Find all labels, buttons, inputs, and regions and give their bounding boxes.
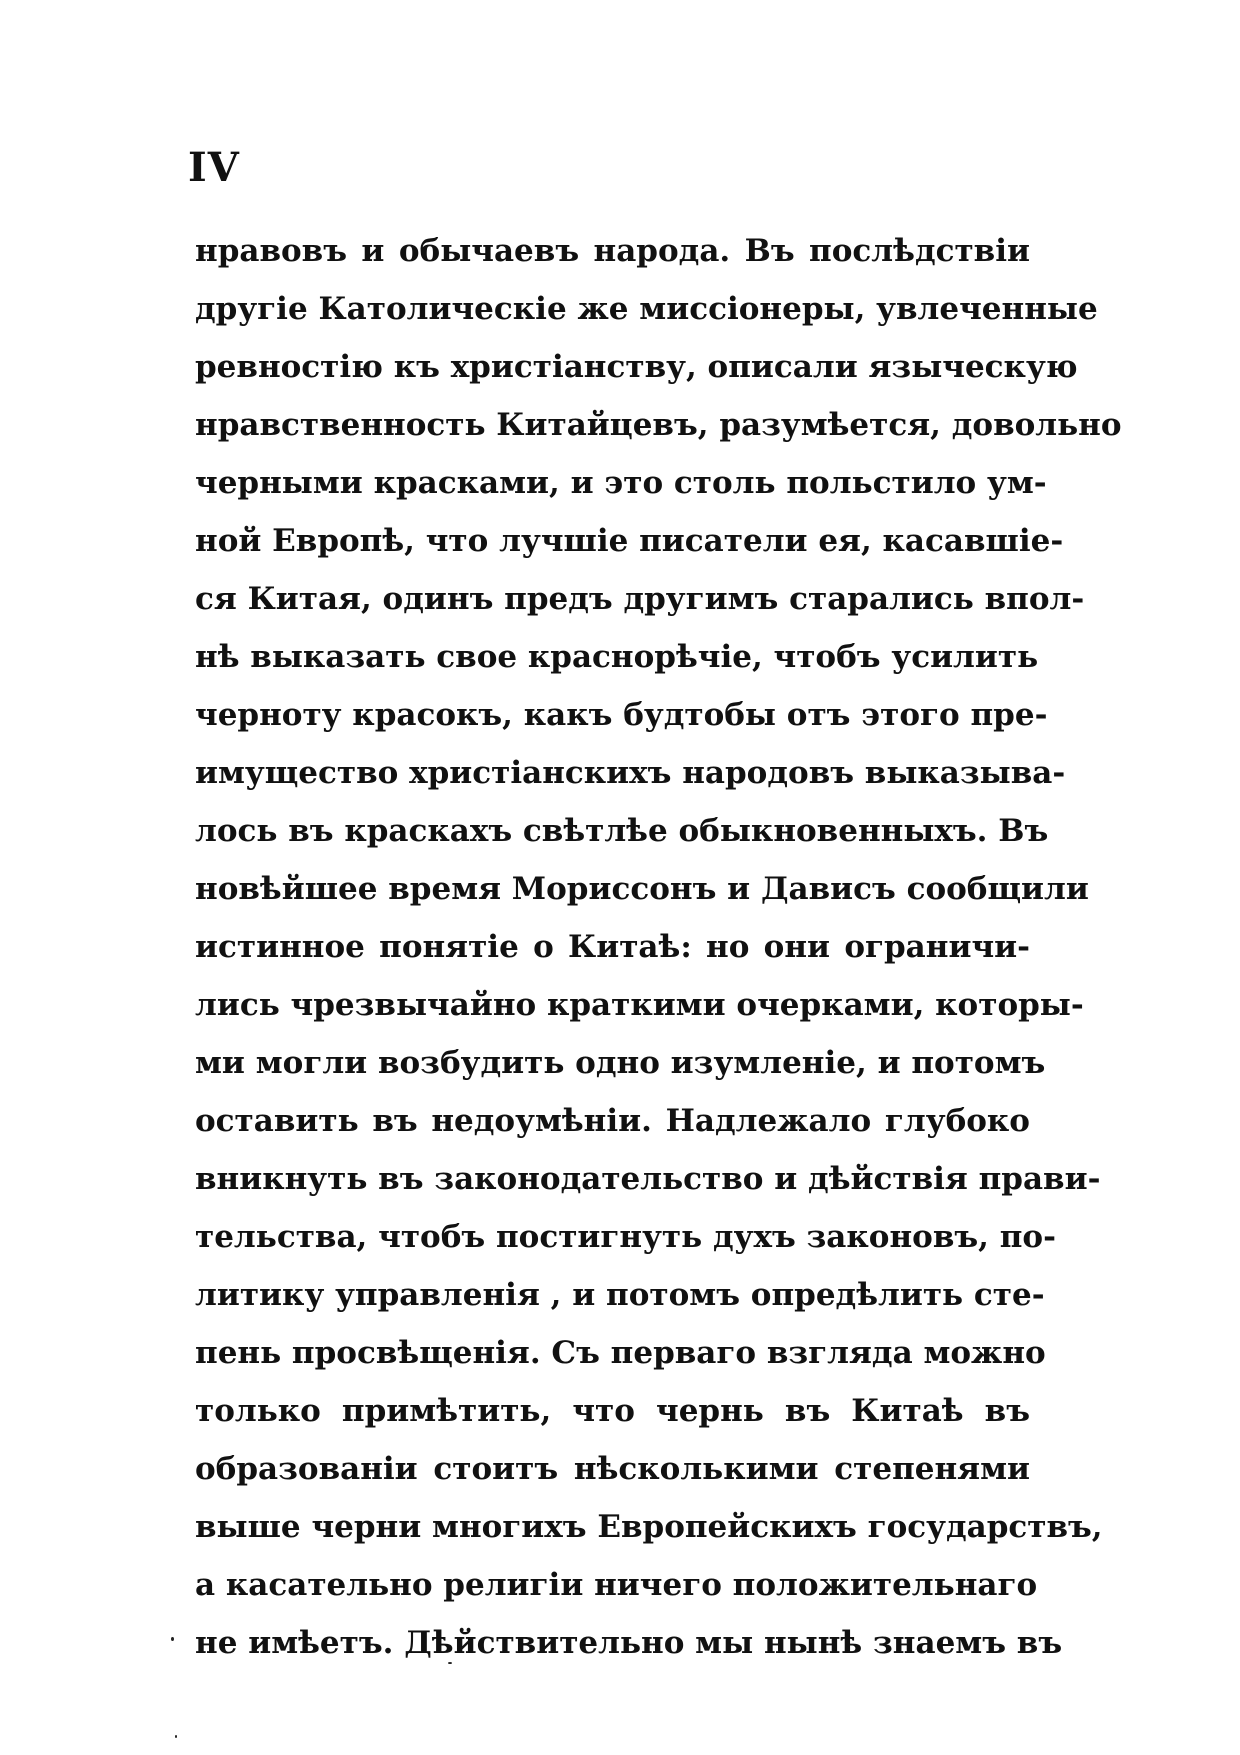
text-line: образованіи стоитъ нѣсколькими степенями (195, 1451, 1030, 1487)
text-line: ся Китая, одинъ предъ другимъ старались впол- (195, 581, 1085, 617)
text-line: пень просвѣщенія. Съ перваго взгляда можно (195, 1335, 1046, 1371)
text-line: только примѣтить, что чернь въ Китаѣ въ (195, 1393, 1030, 1429)
text-line: новѣйшее время Мориссонъ и Дависъ сообщили (195, 871, 1089, 907)
text-line: нѣ выказать свое краснорѣчіе, чтобъ усилить (195, 639, 1039, 675)
text-line: имущество христіанскихъ народовъ выказыва- (195, 755, 1066, 791)
ink-speck (175, 1735, 177, 1738)
text-line: другіе Католическіе же миссіонеры, увлеченные (195, 291, 1098, 327)
text-line: нравовъ и обычаевъ народа. Въ послѣдствіи (195, 233, 1030, 269)
text-line: тельства, чтобъ постигнуть духъ законовъ, по- (195, 1219, 1056, 1255)
text-line: а касательно религіи ничего положительнаго (195, 1567, 1038, 1603)
text-line: выше черни многихъ Европейскихъ государствъ, (195, 1509, 1103, 1545)
text-line: черноту красокъ, какъ будтобы отъ этого пре- (195, 697, 1048, 733)
text-line: вникнуть въ законодательство и дѣйствія прави- (195, 1161, 1101, 1197)
page-number: IV (188, 144, 240, 191)
text-line: истинное понятіе о Китаѣ: но они ограничи- (195, 929, 1030, 965)
text-line: ной Европѣ, что лучшіе писатели ея, касавшіе- (195, 523, 1064, 559)
text-line: черными красками, и это столь польстило ум- (195, 465, 1047, 501)
text-line: лись чрезвычайно краткими очерками, которы- (195, 987, 1084, 1023)
text-line: не имѣетъ. Дѣйствительно мы нынѣ знаемъ въ (195, 1625, 1063, 1661)
text-line: ми могли возбудить одно изумленіе, и потомъ (195, 1045, 1046, 1081)
text-line: нравственность Китайцевъ, разумѣется, довольно (195, 407, 1122, 443)
body-text (195, 222, 1122, 1672)
text-line: литику управленія , и потомъ опредѣлить сте- (195, 1277, 1045, 1313)
text-line: ревностію къ христіанству, описали языческую (195, 349, 1078, 385)
text-line: лось въ краскахъ свѣтлѣе обыкновенныхъ. Въ (195, 813, 1049, 849)
ink-speck (171, 1637, 174, 1641)
ink-speck (448, 1662, 452, 1664)
text-line: оставить въ недоумѣніи. Надлежало глубоко (195, 1103, 1030, 1139)
